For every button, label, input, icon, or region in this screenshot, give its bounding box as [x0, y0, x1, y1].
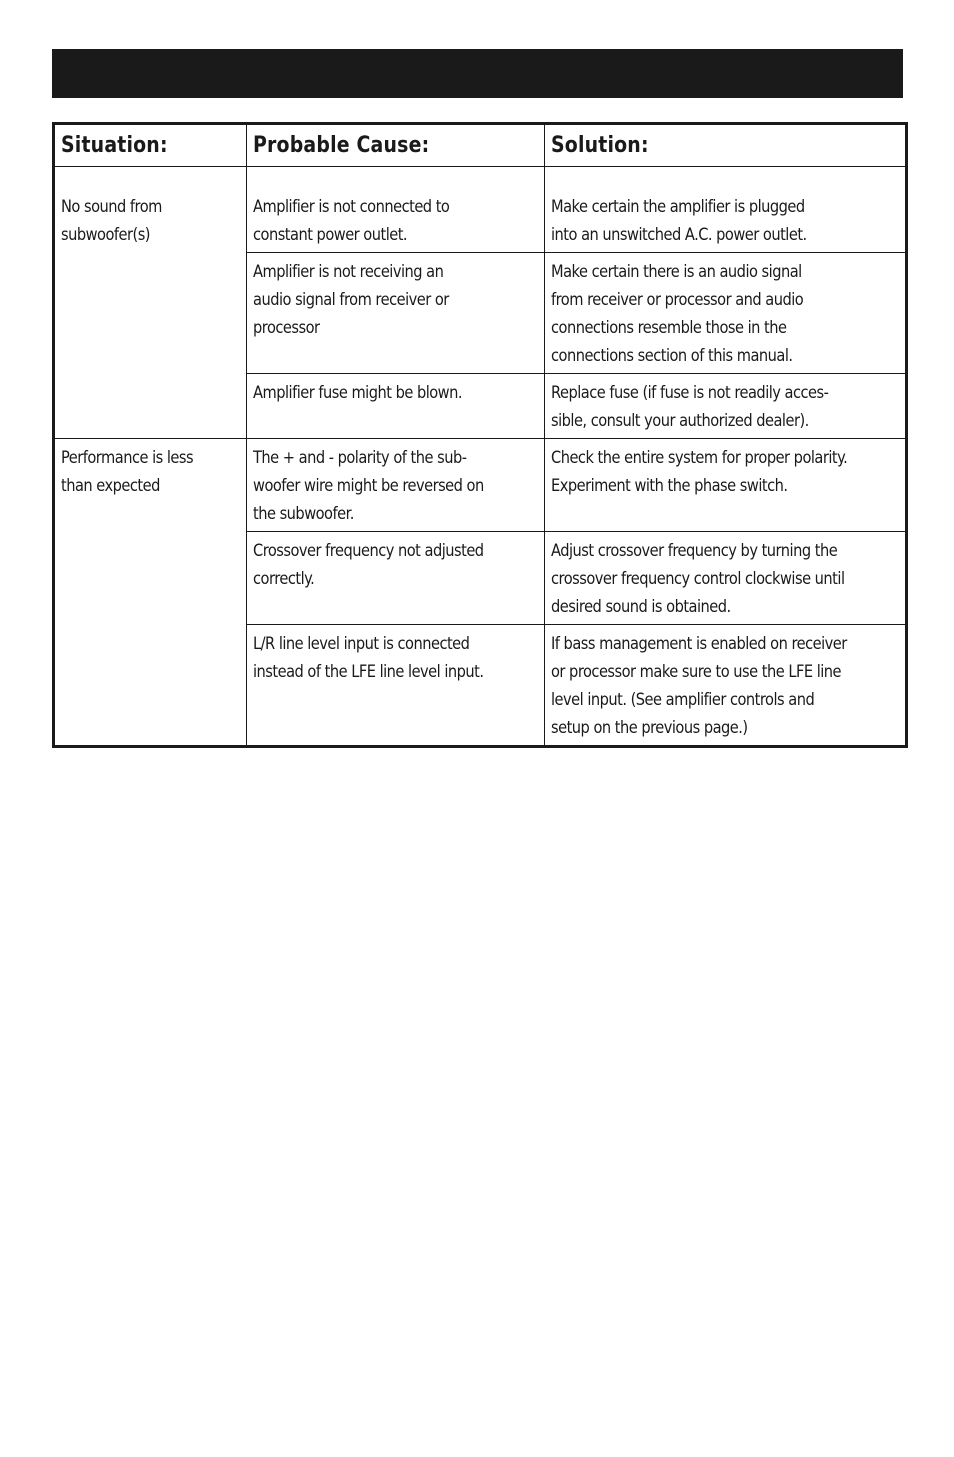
cause-cell: Amplifier fuse might be blown. — [247, 374, 545, 439]
table-row — [54, 167, 907, 253]
table-header-row — [54, 124, 907, 167]
cause-cell: Amplifier is not receiving an audio signal from receiver or processor — [247, 253, 545, 374]
solution-cell: Make certain the amplifier is plugged into an unswitched A.C. power outlet. — [545, 167, 907, 253]
table-row — [54, 439, 907, 532]
cause-cell: Crossover frequency not adjusted correctly. — [247, 532, 545, 625]
column-header-solution: Solution: — [545, 124, 907, 167]
cause-cell: Amplifier is not connected to constant power outlet. — [247, 167, 545, 253]
troubleshooting-table — [52, 122, 908, 748]
header-bar — [52, 49, 903, 98]
cause-cell: The + and - polarity of the sub- woofer wire might be reversed on the subwoofer. — [247, 439, 545, 532]
solution-cell: Make certain there is an audio signal from receiver or processor and audio connections resemble those in the connections section of this manual. — [545, 253, 907, 374]
column-header-probable-cause: Probable Cause: — [247, 124, 545, 167]
solution-cell: Replace fuse (if fuse is not readily acces- sible, consult your authorized dealer). — [545, 374, 907, 439]
solution-cell: Check the entire system for proper polarity. Experiment with the phase switch. — [545, 439, 907, 532]
cause-cell: L/R line level input is connected instead of the LFE line level input. — [247, 625, 545, 747]
solution-cell: Adjust crossover frequency by turning the crossover frequency control clockwise until desired sound is obtained. — [545, 532, 907, 625]
situation-cell: No sound from subwoofer(s) — [54, 167, 247, 439]
solution-cell: If bass management is enabled on receiver or processor make sure to use the LFE line level input. (See amplifier controls and setup on the previous page.) — [545, 625, 907, 747]
column-header-situation: Situation: — [54, 124, 247, 167]
situation-cell: Performance is less than expected — [54, 439, 247, 747]
